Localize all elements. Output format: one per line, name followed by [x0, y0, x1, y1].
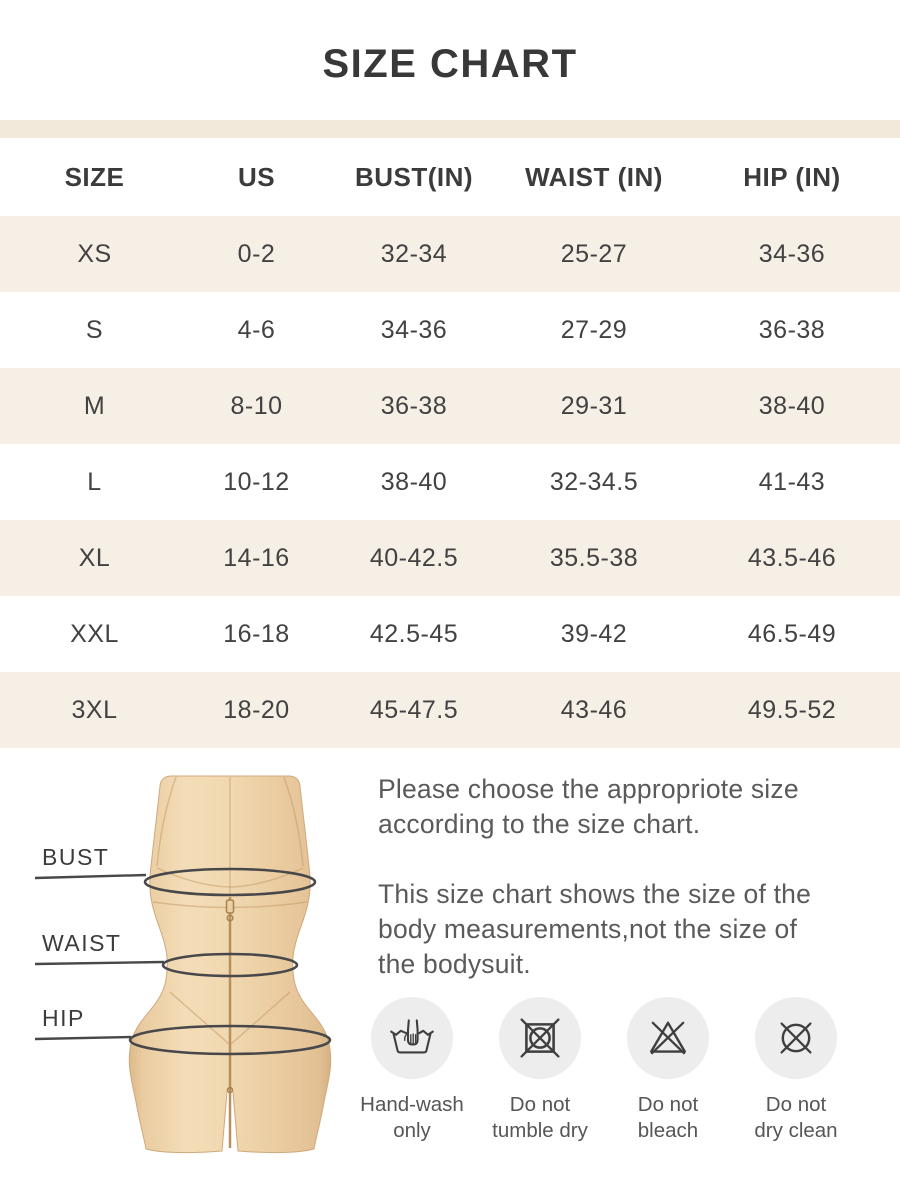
bodysuit-measurement-diagram [0, 760, 380, 1190]
table-row [0, 368, 900, 444]
table-row [0, 672, 900, 748]
table-row [0, 444, 900, 520]
note-line: This size chart shows the size of the [378, 879, 812, 909]
table-cell: 14-16 [223, 543, 290, 572]
table-cell: 27-29 [560, 315, 628, 344]
table-cell: 36-38 [758, 315, 826, 344]
table-cell: 45-47.5 [369, 695, 459, 724]
table-cell: 35.5-38 [549, 543, 639, 572]
note-line: the bodysuit. [378, 949, 531, 979]
care-label: Do not dry clean [754, 1093, 838, 1142]
bust-label: BUST [42, 844, 110, 870]
table-cell: 38-40 [380, 467, 448, 496]
table-cell: 34-36 [758, 239, 826, 268]
page-title: SIZE CHART [322, 42, 578, 86]
table-cell: 0-2 [237, 239, 276, 268]
note-line: Please choose the appropriote size [378, 774, 799, 804]
column-header-us: US [237, 161, 276, 192]
table-cell: 39-42 [560, 619, 628, 648]
note-line: according to the size chart. [378, 809, 701, 839]
care-item-hand-wash [348, 997, 476, 1144]
do-not-dry-clean-icon [755, 997, 837, 1079]
table-cell: XL [78, 543, 111, 572]
table-header-row [0, 138, 900, 216]
column-header-size: SIZE [64, 161, 125, 192]
table-cell: 38-40 [758, 391, 826, 420]
do-not-tumble-dry-icon [499, 997, 581, 1079]
table-cell: 32-34 [380, 239, 448, 268]
table-cell: 4-6 [237, 315, 276, 344]
hand-wash-icon [371, 997, 453, 1079]
table-cell: 29-31 [560, 391, 628, 420]
table-cell: 49.5-52 [747, 695, 837, 724]
table-cell: 36-38 [380, 391, 448, 420]
table-cell: 16-18 [223, 619, 290, 648]
table-body [0, 216, 900, 748]
table-cell: 42.5-45 [369, 619, 459, 648]
table-cell: 41-43 [758, 467, 826, 496]
sizing-notes [378, 772, 870, 982]
note-paragraph-1 [378, 772, 870, 842]
table-cell: S [85, 315, 104, 344]
care-label: Do not tumble dry [492, 1093, 588, 1142]
table-cell: L [87, 467, 102, 496]
table-cell: 18-20 [223, 695, 290, 724]
note-paragraph-2 [378, 877, 870, 982]
table-cell: 46.5-49 [747, 619, 837, 648]
care-label: Do not bleach [637, 1093, 699, 1142]
table-cell: 43-46 [560, 695, 628, 724]
note-line: body measurements,not the size of [378, 914, 798, 944]
table-row [0, 292, 900, 368]
table-cell: 40-42.5 [369, 543, 459, 572]
waist-label: WAIST [42, 930, 122, 956]
column-header-bust: BUST(IN) [354, 161, 474, 192]
do-not-bleach-icon [627, 997, 709, 1079]
table-cell: XS [77, 239, 112, 268]
table-cell: 34-36 [380, 315, 448, 344]
column-header-hip: HIP (IN) [743, 161, 841, 192]
table-cell: M [83, 391, 106, 420]
care-item-no-tumble-dry [476, 997, 604, 1144]
table-cell: XXL [70, 619, 119, 648]
divider-band [0, 120, 900, 138]
table-cell: 25-27 [560, 239, 628, 268]
size-table [0, 138, 900, 748]
care-label: Hand-wash only [360, 1093, 464, 1142]
table-cell: 3XL [71, 695, 118, 724]
table-row [0, 216, 900, 292]
care-item-no-dry-clean [732, 997, 860, 1144]
care-item-no-bleach [604, 997, 732, 1144]
bodysuit-illustration [0, 760, 380, 1190]
table-cell: 8-10 [230, 391, 283, 420]
table-cell: 43.5-46 [747, 543, 837, 572]
table-cell: 32-34.5 [549, 467, 639, 496]
care-instructions [348, 997, 868, 1144]
table-cell: 10-12 [223, 467, 290, 496]
table-row [0, 596, 900, 672]
table-row [0, 520, 900, 596]
hip-label: HIP [42, 1005, 85, 1031]
column-header-waist: WAIST (IN) [525, 161, 663, 192]
